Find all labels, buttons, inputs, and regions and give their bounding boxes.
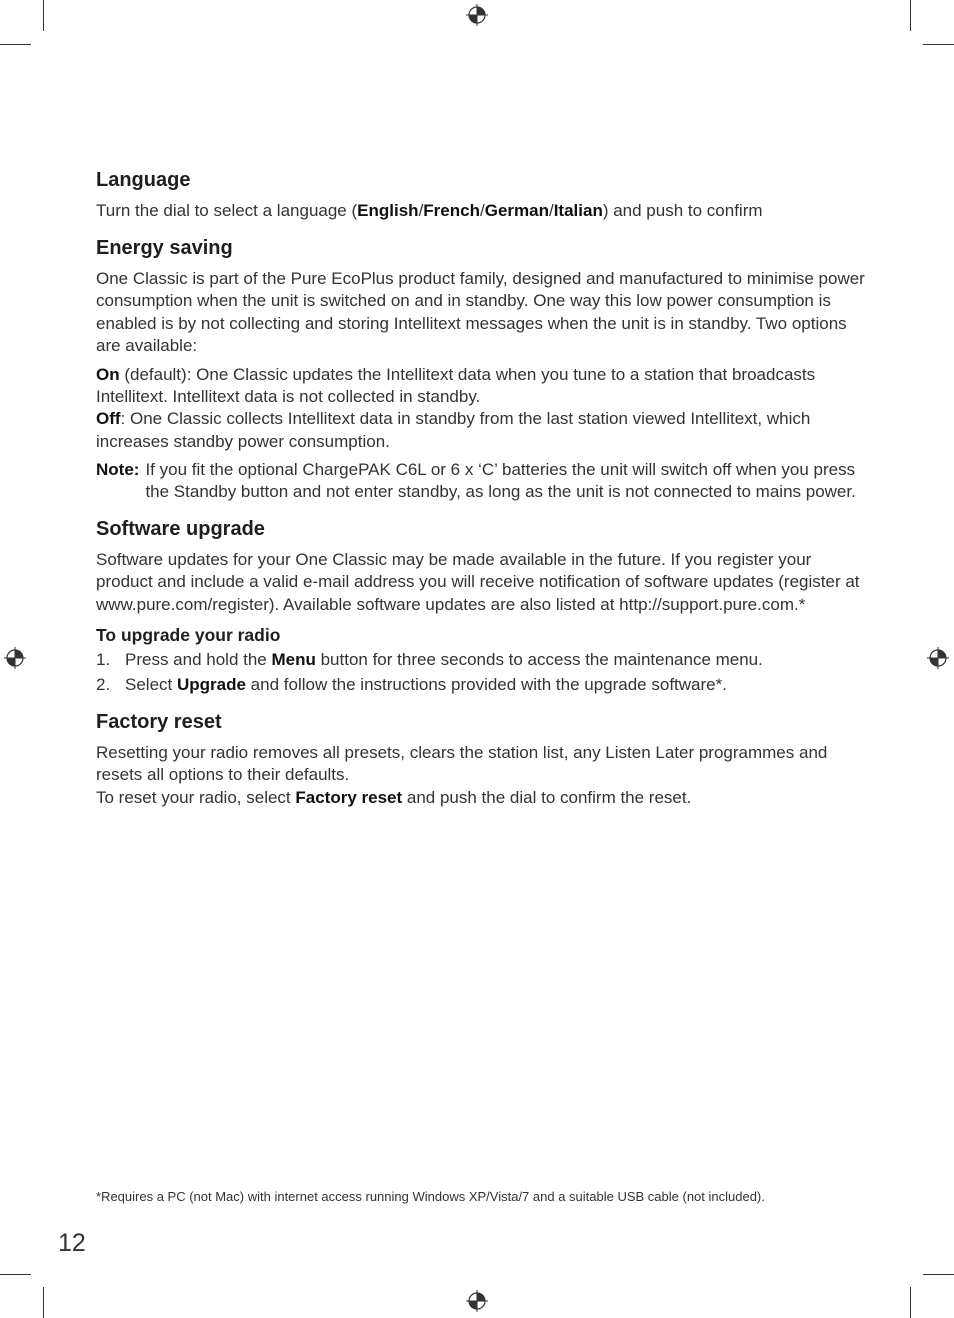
factory-text: Resetting your radio removes all presets, clears the station list, any Listen Later programmes and resets all options to their defaults. <box>96 743 828 785</box>
option-italian: Italian <box>553 201 603 220</box>
section-software-upgrade <box>96 515 866 696</box>
subsection-title: To upgrade your radio <box>96 624 281 645</box>
section-language <box>96 166 866 222</box>
note-text: If you fit the optional ChargePAK C6L or 6 x ‘C’ batteries the unit will switch off when you press the Standby button and not enter standby, as long as the unit is not connected to mains power. <box>145 459 856 502</box>
crop-mark-bottom-right-vertical <box>910 1287 911 1318</box>
factory-instruction: To reset your radio, select Factory reset and push the dial to confirm the reset. <box>96 787 692 807</box>
registration-mark-icon <box>466 1290 488 1312</box>
crop-mark-top-right-horizontal <box>923 44 954 45</box>
option-french: French <box>423 201 480 220</box>
option-german: German <box>484 201 549 220</box>
section-title: Language <box>96 169 191 191</box>
page-content <box>96 166 866 821</box>
crop-mark-top-left-horizontal <box>0 44 31 45</box>
crop-mark-bottom-right-horizontal <box>923 1274 954 1275</box>
section-energy-saving <box>96 234 866 503</box>
list-item: 1. Press and hold the Menu button for three seconds to access the maintenance menu. <box>96 649 763 669</box>
crop-mark-top-right-vertical <box>910 0 911 31</box>
registration-mark-icon <box>466 4 488 26</box>
section-title: Factory reset <box>96 711 222 734</box>
section-title: Software upgrade <box>96 518 265 541</box>
energy-intro: One Classic is part of the Pure EcoPlus product family, designed and manufactured to minimise power consumption when the unit is switched on and in standby. One way this low power consumption is enabled is by not collecting and storing Intellitext messages when the unit is in standby. Two options are available: <box>96 269 865 355</box>
language-text: Turn the dial to select a language (English/French/German/Italian) and push to confirm <box>96 201 763 220</box>
list-item: 2. Select Upgrade and follow the instructions provided with the upgrade software*. <box>96 675 727 695</box>
page-number: 12 <box>58 1229 86 1257</box>
software-intro: Software updates for your One Classic may be made available in the future. If you register your product and include a valid e-mail address you will receive notification of software updates (register at www.pure.com/register). Available software updates are also listed at http://support.pure.com.* <box>96 550 860 614</box>
registration-mark-icon <box>4 647 26 669</box>
footnote: *Requires a PC (not Mac) with internet access running Windows XP/Vista/7 and a suitable USB cable (not included). <box>96 1189 765 1204</box>
energy-note <box>96 459 866 503</box>
registration-mark-icon <box>927 647 949 669</box>
energy-on-option: On (default): One Classic updates the Intellitext data when you tune to a station that broadcasts Intellitext. Intellitext data is not collected in standby. <box>96 365 816 407</box>
section-title: Energy saving <box>96 237 233 260</box>
crop-mark-top-left-vertical <box>43 0 44 31</box>
section-factory-reset <box>96 708 866 809</box>
option-english: English <box>357 201 419 220</box>
note-label: Note: <box>96 459 140 479</box>
energy-off-option: Off: One Classic collects Intellitext data in standby from the last station viewed Intellitext, which increases standby power consumption. <box>96 409 811 451</box>
upgrade-steps <box>96 649 866 696</box>
crop-mark-bottom-left-vertical <box>43 1287 44 1318</box>
crop-mark-bottom-left-horizontal <box>0 1274 31 1275</box>
